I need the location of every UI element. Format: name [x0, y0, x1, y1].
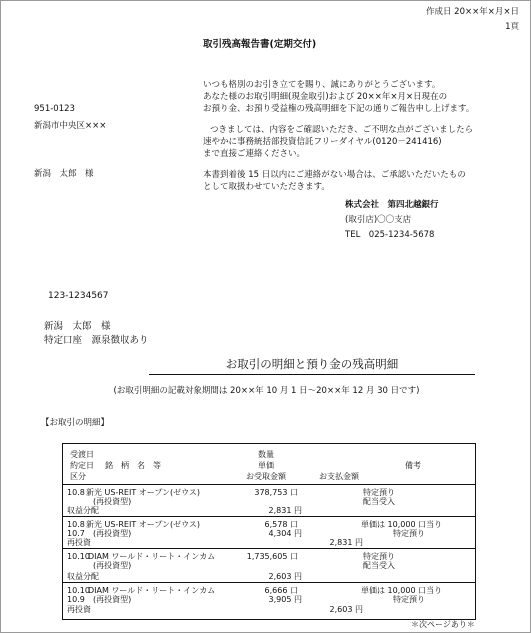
row-issue-type: (再投資型)	[93, 529, 132, 538]
letter-para1-line2: あなた様のお取引明細(現金取引)および 20××年×月×日現在の	[203, 92, 448, 102]
postal-code: 951-0123	[34, 104, 75, 114]
row-note: 特定預り	[363, 488, 395, 497]
row-issue-name: 新光 US-REIT オープン(ゼウス)	[86, 488, 201, 497]
header-separator	[63, 484, 475, 485]
statement-title-box	[149, 353, 475, 375]
row-receipt-amount: 2,831 円	[268, 506, 302, 515]
row-separator	[63, 516, 475, 517]
row-unit-price: 3,905 円	[268, 595, 302, 604]
bank-tel: TEL 025-1234-5678	[345, 230, 435, 240]
bank-branch: (取引店)〇〇支店	[345, 215, 412, 225]
page-number: 1頁	[505, 22, 519, 32]
row-category: 再投資	[67, 605, 91, 614]
account-type: 特定口座 源泉徴収あり	[44, 335, 149, 346]
header-payment-amount: お支払金額	[319, 472, 359, 481]
row-note: 特定預り	[363, 552, 395, 561]
header-quantity: 数量	[258, 450, 274, 459]
letter-para2-line3: まで直接ご連絡ください。	[203, 149, 306, 159]
row-note: 単価は 10,000 口当り	[361, 586, 443, 595]
created-date: 作成日 20××年×月×日	[425, 7, 519, 17]
header-delivery-date: 受渡日	[70, 450, 94, 459]
section-label: 【お取引の明細】	[41, 418, 110, 428]
row-separator	[63, 582, 475, 583]
row-quantity: 6,578 口	[264, 520, 298, 529]
letter-para1-line1: いつも格別のお引き立てを賜り、誠にありがとうございます。	[203, 80, 441, 90]
bank-name: 株式会社 第四北越銀行	[345, 200, 439, 210]
row-note: 特定預り	[393, 595, 425, 604]
row-issue-name: DIAM ワールド・リート・インカム	[88, 552, 216, 561]
row-payment-amount: 2,831 円	[329, 538, 363, 547]
letter-para3-line2: として取扱わせていただきます。	[203, 182, 330, 192]
row-category: 収益分配	[67, 506, 99, 515]
header-remarks: 備考	[405, 461, 421, 470]
header-unit-price: 単価	[258, 461, 274, 470]
row-note: 単価は 10,000 口当り	[361, 520, 443, 529]
row-issue-type: (再投資型)	[93, 561, 132, 570]
letter-para2-line2: 速やかに事務統括部投資信託フリーダイヤル(0120－241416)	[203, 137, 442, 147]
row-contract-date: 10.9	[67, 595, 85, 604]
row-issue-name: DIAM ワールド・リート・インカム	[88, 586, 216, 595]
letter-para1-line3: お預り金、お預り受益権の残高明細を下記の通りご報告申し上げます。	[203, 104, 475, 114]
row-note: 配当受入	[363, 497, 395, 506]
row-category: 収益分配	[67, 572, 99, 581]
row-unit-price: 4,304 円	[268, 529, 302, 538]
letter-para2-line1: つきましては、内容をご確認いただき、ご不明な点がございましたら	[210, 125, 474, 135]
row-category: 再投資	[67, 538, 91, 547]
account-number: 123-1234567	[48, 291, 109, 301]
statement-title: お取引の明細と預り金の残高明細	[225, 357, 399, 371]
statement-period: (お取引明細の記載対象期間は 20××年 10 月 1 日～20××年 12 月 30 日です)	[113, 386, 420, 396]
row-issue-type: (再投資型)	[93, 497, 132, 506]
letter-para3-line1: 本書到着後 15 日以内にご連絡がない場合は、ご承認いただいたもの	[203, 170, 466, 180]
row-date: 10.8	[67, 520, 85, 529]
row-quantity: 1,735,605 口	[246, 552, 298, 561]
row-issue-type: (再投資型)	[93, 595, 132, 604]
transaction-table	[62, 443, 476, 620]
row-date: 10.10	[67, 552, 90, 561]
account-holder: 新潟 太郎 様	[44, 321, 111, 332]
header-issue-name: 銘 柄 名 等	[105, 461, 161, 470]
header-receipt-amount: お受取金額	[246, 472, 286, 481]
row-quantity: 378,753 口	[254, 488, 298, 497]
row-payment-amount: 2,603 円	[329, 605, 363, 614]
row-date: 10.10	[67, 586, 90, 595]
header-contract-date: 約定日	[70, 461, 94, 470]
row-contract-date: 10.7	[67, 529, 85, 538]
row-quantity: 6,666 口	[264, 586, 298, 595]
recipient-city: 新潟市中央区×××	[34, 121, 107, 131]
header-category: 区分	[70, 472, 86, 481]
row-note: 特定預り	[393, 529, 425, 538]
row-date: 10.8	[67, 488, 85, 497]
row-issue-name: 新光 US-REIT オープン(ゼウス)	[86, 520, 201, 529]
report-title: 取引残高報告書(定期交付)	[203, 39, 317, 50]
row-note: 配当受入	[363, 561, 395, 570]
row-separator	[63, 548, 475, 549]
row-receipt-amount: 2,603 円	[268, 572, 302, 581]
recipient-name: 新潟 太郎 様	[34, 169, 94, 179]
continued-note: ＊次ページあり＊	[411, 620, 475, 629]
